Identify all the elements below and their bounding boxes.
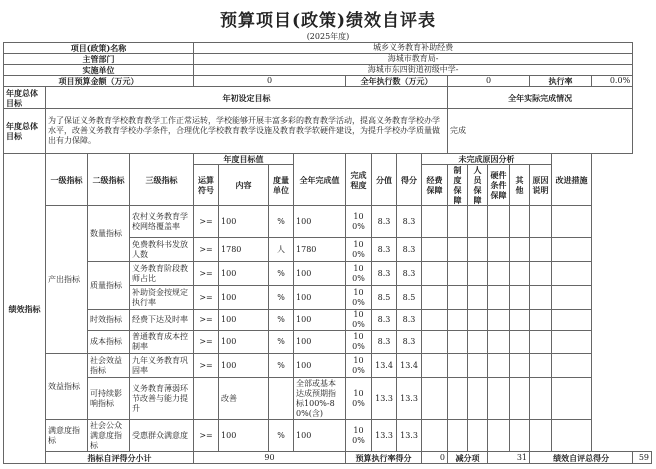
reason-cell	[488, 378, 510, 420]
level1-header: 一级指标	[46, 154, 88, 206]
level2-cell: 质量指标	[88, 262, 130, 310]
execution-score-value: 0	[422, 452, 448, 464]
level2-cell: 数量指标	[88, 206, 130, 262]
other-reason-header: 其他	[510, 165, 530, 206]
operator-cell: >=	[194, 262, 219, 286]
unit-cell: %	[269, 206, 294, 238]
actual-cell: 100	[294, 206, 346, 238]
score-cell: 8.5	[372, 286, 397, 310]
level1-cell: 满意度指标	[46, 420, 88, 452]
score-cell: 13.3	[372, 378, 397, 420]
budget-value: 0	[194, 76, 346, 87]
deduction-label: 减分项	[448, 452, 488, 464]
reason-cell	[530, 262, 552, 286]
actual-value-header: 全年完成值	[294, 154, 346, 206]
actual-completion-header: 全年实际完成情况	[448, 87, 633, 109]
execution-value: 0	[448, 76, 530, 87]
degree-cell: 100%	[346, 354, 372, 378]
unit-cell	[269, 378, 294, 420]
degree-cell: 100%	[346, 286, 372, 310]
hardware-reason-header: 硬件条件保障	[488, 165, 510, 206]
reason-cell	[530, 354, 552, 378]
score-cell: 8.3	[372, 206, 397, 238]
score-cell: 8.3	[372, 238, 397, 262]
actual-cell: 100	[294, 354, 346, 378]
reason-cell	[510, 310, 530, 331]
reason-cell	[468, 238, 488, 262]
degree-cell: 100%	[346, 206, 372, 238]
reason-cell	[448, 354, 468, 378]
level3-cell: 经费下达及时率	[130, 310, 194, 331]
score-cell: 8.3	[372, 262, 397, 286]
reason-cell	[448, 238, 468, 262]
reason-cell	[510, 262, 530, 286]
content-header: 内容	[219, 165, 269, 206]
reason-cell	[422, 354, 448, 378]
reason-cell	[448, 378, 468, 420]
level1-cell: 产出指标	[46, 206, 88, 354]
reason-cell	[468, 378, 488, 420]
unit-cell: %	[269, 286, 294, 310]
actual-cell: 100	[294, 420, 346, 452]
reason-note-header: 原因说明	[530, 165, 552, 206]
indicators-section-label: 绩效指标	[4, 154, 46, 464]
reason-cell	[488, 420, 510, 452]
reason-cell	[530, 310, 552, 331]
actual-cell: 100	[294, 331, 346, 354]
improvement-cell	[552, 238, 592, 262]
unit-cell: %	[269, 262, 294, 286]
improvement-cell	[552, 262, 592, 286]
content-cell: 1780	[219, 238, 269, 262]
reason-cell	[488, 262, 510, 286]
improvement-cell	[552, 378, 592, 420]
unit-cell: %	[269, 331, 294, 354]
department-label: 主管部门	[4, 54, 194, 65]
improvement-cell	[552, 354, 592, 378]
actual-cell: 100	[294, 286, 346, 310]
total-score-value: 59	[633, 452, 652, 464]
reason-cell	[468, 354, 488, 378]
obtained-score-header: 得分	[397, 154, 422, 206]
level2-cell: 成本指标	[88, 331, 130, 354]
reason-cell	[510, 354, 530, 378]
content-cell: 100	[219, 310, 269, 331]
level3-header: 三级指标	[130, 154, 194, 206]
level2-cell: 社会公众满意度指标	[88, 420, 130, 452]
department-value: 海城市教育局-	[194, 54, 633, 65]
reason-cell	[468, 206, 488, 238]
project-name-value: 城乡义务教育补助经费	[194, 43, 633, 54]
reason-cell	[468, 310, 488, 331]
operator-cell: >=	[194, 354, 219, 378]
table-row	[4, 262, 652, 286]
reason-cell	[422, 206, 448, 238]
degree-cell: 100%	[346, 238, 372, 262]
funding-reason-header: 经费保障	[422, 165, 448, 206]
table-row	[4, 310, 652, 331]
level3-cell: 受惠群众满意度	[130, 420, 194, 452]
operator-cell: >=	[194, 420, 219, 452]
unit-cell: 人	[269, 238, 294, 262]
implementing-unit-value: 海城市东四街道初级中学-	[194, 65, 633, 76]
unit-cell: %	[269, 354, 294, 378]
unit-cell: %	[269, 310, 294, 331]
reason-cell	[510, 206, 530, 238]
operator-cell	[194, 378, 219, 420]
obtained-cell: 8.3	[397, 206, 422, 238]
execution-rate-value: 0.0%	[592, 76, 633, 87]
reason-cell	[422, 420, 448, 452]
reason-cell	[510, 331, 530, 354]
reason-cell	[530, 420, 552, 452]
reason-cell	[448, 262, 468, 286]
actual-cell: 1780	[294, 238, 346, 262]
level3-cell: 补助资金按规定执行率	[130, 286, 194, 310]
level3-cell: 九年义务教育巩固率	[130, 354, 194, 378]
reason-cell	[530, 238, 552, 262]
operator-cell: >=	[194, 286, 219, 310]
reason-cell	[510, 420, 530, 452]
reason-cell	[448, 420, 468, 452]
reason-cell	[448, 286, 468, 310]
reason-cell	[510, 378, 530, 420]
improvement-header: 改进措施	[552, 154, 592, 206]
level2-header: 二级指标	[88, 154, 130, 206]
actual-cell: 100	[294, 262, 346, 286]
operator-cell: >=	[194, 206, 219, 238]
content-cell: 100	[219, 420, 269, 452]
deduction-value: 31	[488, 452, 530, 464]
table-row	[4, 354, 652, 378]
reason-cell	[530, 378, 552, 420]
level3-cell: 普通教育成本控制率	[130, 331, 194, 354]
staff-reason-header: 人员保障	[468, 165, 488, 206]
implementing-unit-label: 实施单位	[4, 65, 194, 76]
improvement-cell	[552, 206, 592, 238]
reason-cell	[530, 206, 552, 238]
reason-cell	[488, 206, 510, 238]
execution-label: 全年执行数（万元）	[346, 76, 448, 87]
level3-cell: 农村义务教育学校网络覆盖率	[130, 206, 194, 238]
unit-cell: %	[269, 420, 294, 452]
level3-cell: 义务教育薄弱环节改善与能力提升	[130, 378, 194, 420]
operator-header: 运算符号	[194, 165, 219, 206]
improvement-cell	[552, 331, 592, 354]
reason-cell	[530, 286, 552, 310]
reason-cell	[422, 310, 448, 331]
execution-score-label: 预算执行率得分	[346, 452, 422, 464]
table-row	[4, 331, 652, 354]
operator-cell: >=	[194, 331, 219, 354]
score-cell: 13.3	[372, 420, 397, 452]
execution-rate-label: 执行率	[530, 76, 592, 87]
reason-cell	[422, 331, 448, 354]
reason-cell	[488, 238, 510, 262]
evaluation-table	[3, 42, 652, 464]
reason-cell	[468, 420, 488, 452]
budget-label: 项目预算金额（万元）	[4, 76, 194, 87]
year-label: (2025年度)	[306, 32, 350, 41]
reason-cell	[488, 354, 510, 378]
table-row	[4, 378, 652, 420]
page-title: 预算项目(政策)绩效自评表	[219, 11, 437, 31]
score-cell: 13.4	[372, 354, 397, 378]
obtained-cell: 8.3	[397, 238, 422, 262]
level2-cell: 社会效益指标	[88, 354, 130, 378]
operator-cell: >=	[194, 238, 219, 262]
reason-cell	[488, 286, 510, 310]
unit-header: 度量单位	[269, 165, 294, 206]
total-score-label: 绩效自评总得分	[530, 452, 633, 464]
level3-cell: 义务教育阶段教师占比	[130, 262, 194, 286]
reason-cell	[468, 262, 488, 286]
improvement-cell	[552, 286, 592, 310]
project-name-label: 项目(政策)名称	[4, 43, 194, 54]
improvement-cell	[552, 420, 592, 452]
reason-cell	[448, 206, 468, 238]
content-cell: 100	[219, 331, 269, 354]
obtained-cell: 13.3	[397, 420, 422, 452]
score-cell: 8.3	[372, 310, 397, 331]
content-cell: 100	[219, 286, 269, 310]
reason-cell	[510, 238, 530, 262]
reason-analysis-header: 未完成原因分析	[422, 154, 552, 165]
level2-cell: 时效指标	[88, 310, 130, 331]
actual-cell: 全部或基本达成预期指标100%-80%(含)	[294, 378, 346, 420]
reason-cell	[488, 310, 510, 331]
score-cell: 8.3	[372, 331, 397, 354]
planned-goal-text: 为了保证义务教育学校教育教学工作正常运转，学校能够开展丰富多彩的教育教学活动，提高义务教育学校办学水平，改善义务教育学校办学条件，合理优化学校教育教学设施及教育教学软硬件建设，为提升学校办学质量做出有力保障。	[46, 109, 448, 154]
content-cell: 改善	[219, 378, 269, 420]
content-cell: 100	[219, 262, 269, 286]
level1-cell: 效益指标	[46, 354, 88, 420]
reason-cell	[422, 286, 448, 310]
obtained-cell: 13.4	[397, 354, 422, 378]
level2-cell: 可持续影响指标	[88, 378, 130, 420]
improvement-cell	[552, 310, 592, 331]
reason-cell	[422, 378, 448, 420]
system-reason-header: 制度保障	[448, 165, 468, 206]
reason-cell	[510, 286, 530, 310]
obtained-cell: 8.5	[397, 286, 422, 310]
obtained-cell: 8.3	[397, 262, 422, 286]
reason-cell	[448, 331, 468, 354]
subtotal-label: 指标自评得分小计	[46, 452, 194, 464]
annual-goal-label-2: 年度总体目标	[4, 109, 46, 154]
degree-cell: 100%	[346, 262, 372, 286]
reason-cell	[422, 238, 448, 262]
degree-cell: 100%	[346, 310, 372, 331]
obtained-cell: 8.3	[397, 310, 422, 331]
reason-cell	[488, 331, 510, 354]
obtained-cell: 8.3	[397, 331, 422, 354]
reason-cell	[468, 286, 488, 310]
subtotal-value: 90	[194, 452, 346, 464]
degree-cell: 100%	[346, 420, 372, 452]
content-cell: 100	[219, 206, 269, 238]
score-header: 分值	[372, 154, 397, 206]
reason-cell	[448, 310, 468, 331]
annual-goal-label: 年度总体目标	[4, 87, 46, 109]
target-value-header: 年度目标值	[194, 154, 294, 165]
reason-cell	[422, 262, 448, 286]
table-row	[4, 206, 652, 238]
planned-goal-header: 年初设定目标	[46, 87, 448, 109]
reason-cell	[530, 331, 552, 354]
level3-cell: 免费教科书发放人数	[130, 238, 194, 262]
degree-cell: 100%	[346, 331, 372, 354]
reason-cell	[468, 331, 488, 354]
actual-cell: 100	[294, 310, 346, 331]
obtained-cell: 13.3	[397, 378, 422, 420]
content-cell: 100	[219, 354, 269, 378]
table-row	[4, 420, 652, 452]
degree-cell: 100%	[346, 378, 372, 420]
actual-completion-text: 完成	[448, 109, 633, 154]
operator-cell: >=	[194, 310, 219, 331]
completion-degree-header: 完成程度	[346, 154, 372, 206]
